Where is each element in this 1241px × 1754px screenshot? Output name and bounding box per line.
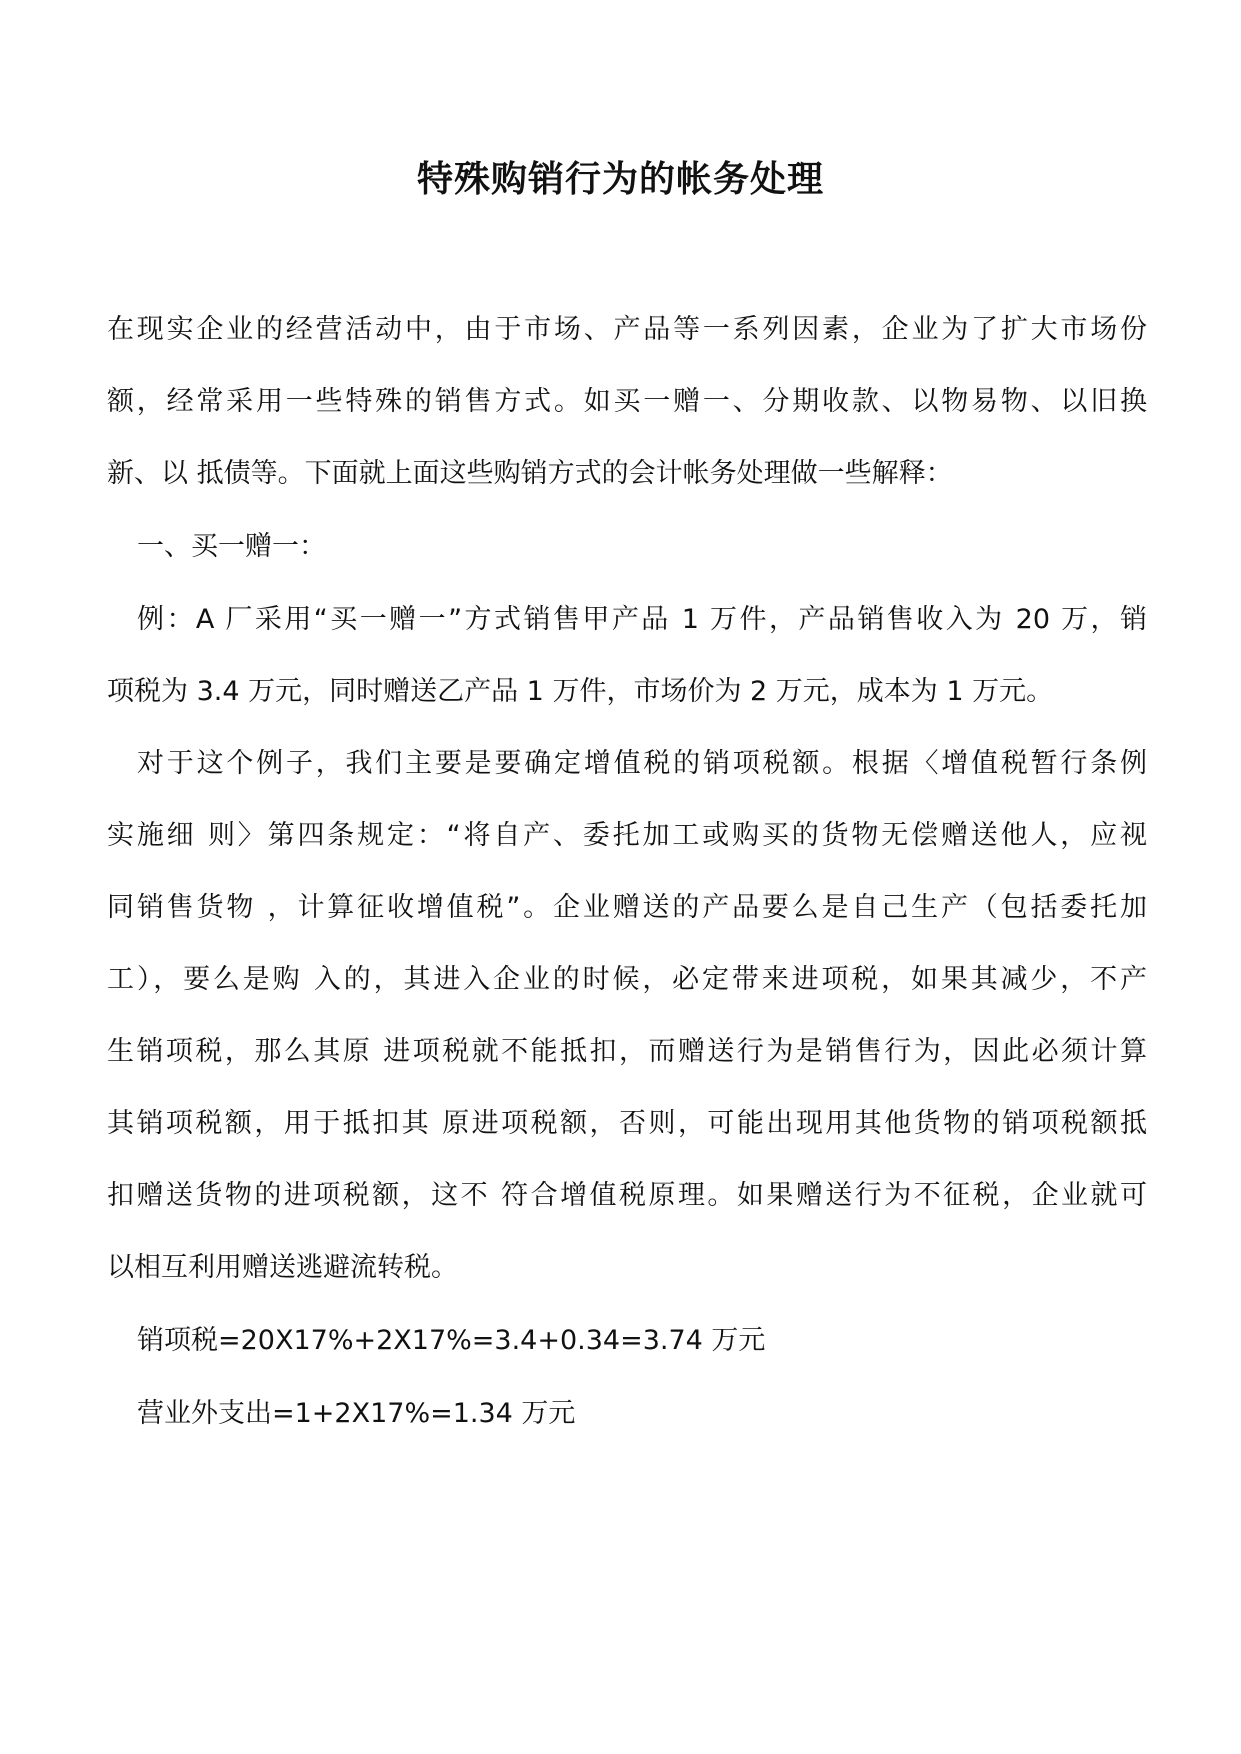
analysis-line: 扣赠送货物的进项税额，这不 符合增值税原理。如果赠送行为不征税，企业就可 [107,1180,1147,1211]
document-title: 特殊购销行为的帐务处理 [416,159,824,200]
example-line: 例：A 厂采用“买一赠一”方式销售甲产品 1 万件，产品销售收入为 20 万，销 [137,604,1147,635]
section-heading: 一、买一赠一： [137,531,326,562]
analysis-line: 生销项税，那么其原 进项税就不能抵扣，而赠送行为是销售行为，因此必须计算 [107,1036,1147,1067]
analysis-line: 以相互利用赠送逃避流转税。 [107,1252,458,1283]
intro-line: 在现实企业的经营活动中，由于市场、产品等一系列因素，企业为了扩大市场份 [107,314,1147,345]
analysis-line: 对于这个例子，我们主要是要确定增值税的销项税额。根据〈增值税暂行条例 [137,748,1147,779]
example-line: 项税为 3.4 万元，同时赠送乙产品 1 万件，市场价为 2 万元，成本为 1 万元。 [107,676,1054,707]
intro-line: 新、以 抵债等。下面就上面这些购销方式的会计帐务处理做一些解释： [107,458,953,489]
analysis-line: 工），要么是购 入的，其进入企业的时候，必定带来进项税，如果其减少，不产 [107,964,1147,995]
intro-line: 额，经常采用一些特殊的销售方式。如买一赠一、分期收款、以物易物、以旧换 [107,386,1147,417]
analysis-line: 同销售货物 ，计算征收增值税”。企业赠送的产品要么是自己生产（包括委托加 [107,892,1147,923]
formula-output-tax: 销项税=20X17%+2X17%=3.4+0.34=3.74 万元 [137,1325,766,1356]
formula-nonoperating-expense: 营业外支出=1+2X17%=1.34 万元 [137,1398,576,1429]
analysis-line: 其销项税额，用于抵扣其 原进项税额，否则，可能出现用其他货物的销项税额抵 [107,1108,1147,1139]
analysis-line: 实施细 则〉第四条规定：“将自产、委托加工或购买的货物无偿赠送他人，应视 [107,820,1147,851]
